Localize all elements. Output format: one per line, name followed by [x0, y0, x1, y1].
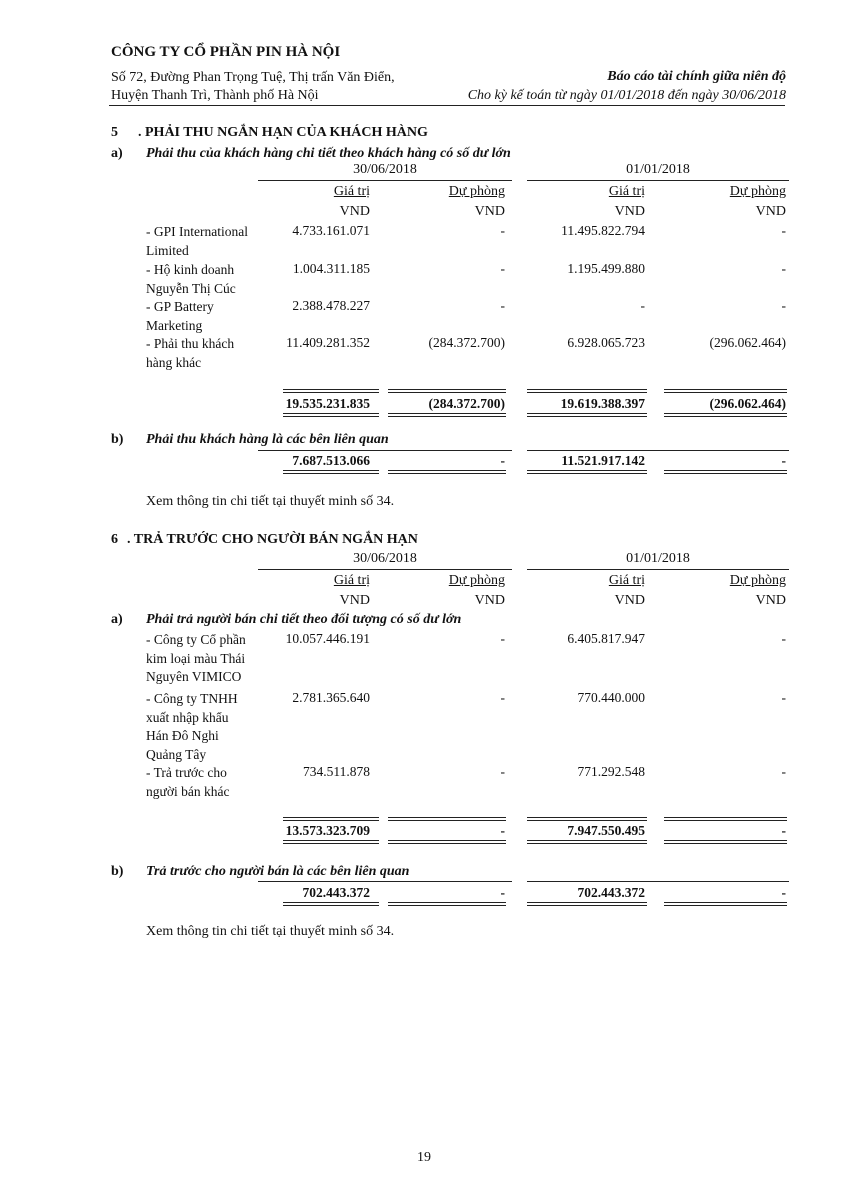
s6-unit4: VND — [755, 593, 786, 608]
s6-row2-p1: - — [500, 690, 505, 705]
s6-b-v1: 702.443.372 — [302, 885, 370, 900]
section5-b-label: b) — [111, 432, 124, 447]
s5-date1: 30/06/2018 — [353, 162, 417, 177]
s5-row3-v1: 2.388.478.227 — [292, 298, 370, 313]
s6-total-v2: 7.947.550.495 — [567, 823, 645, 838]
s6-row1-v1: 10.057.446.191 — [285, 631, 370, 646]
header-rule — [109, 105, 785, 106]
s5-b-p2: - — [781, 453, 786, 468]
s5-total-p1: (284.372.700) — [428, 396, 505, 411]
s5-row2-name: - Hộ kinh doanh Nguyễn Thị Cúc — [146, 262, 236, 296]
s6-row3-v1: 734.511.878 — [303, 764, 370, 779]
s6-row2-p2: - — [781, 690, 786, 705]
s6-row3-p1: - — [500, 764, 505, 779]
page-number: 19 — [417, 1150, 431, 1165]
s5b-top-rule-1 — [258, 450, 512, 451]
s6-total-p1: - — [500, 823, 505, 838]
s5-total-bottom-rule-1 — [283, 413, 379, 417]
section5-number: 5 — [111, 125, 118, 140]
s5-unit4: VND — [755, 204, 786, 219]
s5-row1-v1: 4.733.161.071 — [292, 223, 370, 238]
s5-date2: 01/01/2018 — [626, 162, 690, 177]
section5-b-title: Phải thu khách hàng là các bên liên quan — [146, 432, 389, 447]
section5-note: Xem thông tin chi tiết tại thuyết minh số 34. — [146, 494, 395, 509]
s5-total-v2: 19.619.388.397 — [560, 396, 645, 411]
section6-b-title: Trả trước cho người bán là các bên liên quan — [146, 864, 410, 879]
s5-total-p2: (296.062.464) — [709, 396, 786, 411]
s6-total-top-rule-4 — [664, 817, 787, 821]
s5-total-bottom-rule-4 — [664, 413, 787, 417]
s6-row1-p1: - — [500, 631, 505, 646]
s5-unit2: VND — [474, 204, 505, 219]
s5b-bottom-rule-3 — [527, 470, 647, 474]
s6b-bottom-rule-4 — [664, 902, 787, 906]
s5-row4-v1: 11.409.281.352 — [286, 335, 370, 350]
s6-row3-v2: 771.292.548 — [577, 764, 645, 779]
s5-row2-v2: 1.195.499.880 — [567, 261, 645, 276]
s5-row1-p2: - — [781, 223, 786, 238]
s6-total-bottom-rule-4 — [664, 840, 787, 844]
s5-row2-p1: - — [500, 261, 505, 276]
section6-title: . TRẢ TRƯỚC CHO NGƯỜI BÁN NGẮN HẠN — [127, 532, 418, 547]
s5-total-top-rule-4 — [664, 389, 787, 393]
s6-rule-date2 — [527, 569, 789, 570]
s5-total-bottom-rule-3 — [527, 413, 647, 417]
section5-a-label: a) — [111, 146, 123, 161]
s6-row3-name: - Trả trước cho người bán khác — [146, 765, 230, 799]
section5-a-title: Phải thu của khách hàng chi tiết theo khách hàng có số dư lớn — [146, 146, 511, 161]
s5-unit1: VND — [339, 204, 370, 219]
s5b-top-rule-2 — [527, 450, 789, 451]
s6b-bottom-rule-3 — [527, 902, 647, 906]
s5-b-p1: - — [500, 453, 505, 468]
s6-row1-v2: 6.405.817.947 — [567, 631, 645, 646]
section6-number: 6 — [111, 532, 118, 547]
s5-col-value2: Giá trị — [608, 184, 645, 199]
s5-total-top-rule-2 — [388, 389, 506, 393]
s6-unit1: VND — [339, 593, 370, 608]
s5-row1-v2: 11.495.822.794 — [561, 223, 645, 238]
s6-b-v2: 702.443.372 — [577, 885, 645, 900]
s6-row1-name: - Công ty Cổ phần kim loại màu Thái Nguyên VIMICO — [146, 632, 246, 684]
s5-row4-p1: (284.372.700) — [428, 335, 505, 350]
s6-b-p2: - — [781, 885, 786, 900]
report-period: Cho kỳ kế toán từ ngày 01/01/2018 đến ngày 30/06/2018 — [467, 88, 786, 103]
s6-total-v1: 13.573.323.709 — [285, 823, 370, 838]
s6-unit3: VND — [614, 593, 645, 608]
company-name: CÔNG TY CỔ PHẦN PIN HÀ NỘI — [111, 44, 341, 60]
s6-b-p1: - — [500, 885, 505, 900]
s5b-bottom-rule-4 — [664, 470, 787, 474]
section6-note: Xem thông tin chi tiết tại thuyết minh số 34. — [146, 924, 395, 939]
section6-a-title: Phải trả người bán chi tiết theo đối tượng có số dư lớn — [146, 612, 462, 627]
s6-col-prov2: Dự phòng — [729, 573, 786, 588]
s5-row4-v2: 6.928.065.723 — [567, 335, 645, 350]
s6-unit2: VND — [474, 593, 505, 608]
s5-row3-name: - GP Battery Marketing — [146, 299, 214, 333]
s5-row2-p2: - — [781, 261, 786, 276]
s5-col-prov1: Dự phòng — [448, 184, 505, 199]
s5-row3-v2: - — [640, 298, 645, 313]
s6-total-bottom-rule-3 — [527, 840, 647, 844]
s6-row1-p2: - — [781, 631, 786, 646]
s5-rule-date1 — [258, 180, 512, 181]
s5b-bottom-rule-2 — [388, 470, 506, 474]
s5-rule-date2 — [527, 180, 789, 181]
s6b-top-rule-2 — [527, 881, 789, 882]
s6-total-bottom-rule-2 — [388, 840, 506, 844]
company-address-line1: Số 72, Đường Phan Trọng Tuệ, Thị trấn Văn Điển, — [111, 70, 395, 85]
s6-rule-date1 — [258, 569, 512, 570]
s6-row2-name: - Công ty TNHH xuất nhập khẩu Hán Đô Nghi Quảng Tây — [146, 691, 238, 762]
s5-row3-p1: - — [500, 298, 505, 313]
s6b-bottom-rule-1 — [283, 902, 379, 906]
s5-row3-p2: - — [781, 298, 786, 313]
s5-row4-name: - Phải thu khách hàng khác — [146, 336, 235, 370]
section6-a-label: a) — [111, 612, 123, 627]
s5-row1-p1: - — [500, 223, 505, 238]
s6b-bottom-rule-2 — [388, 902, 506, 906]
s5-total-top-rule-3 — [527, 389, 647, 393]
s5-row4-p2: (296.062.464) — [709, 335, 786, 350]
s6-total-top-rule-2 — [388, 817, 506, 821]
s6-row3-p2: - — [781, 764, 786, 779]
s5-b-v1: 7.687.513.066 — [292, 453, 370, 468]
s6b-top-rule-1 — [258, 881, 512, 882]
s5-col-prov2: Dự phòng — [729, 184, 786, 199]
s6-col-prov1: Dự phòng — [448, 573, 505, 588]
section5-title: . PHẢI THU NGẮN HẠN CỦA KHÁCH HÀNG — [138, 125, 428, 140]
s5-total-bottom-rule-2 — [388, 413, 506, 417]
s6-total-top-rule-3 — [527, 817, 647, 821]
s6-row2-v1: 2.781.365.640 — [292, 690, 370, 705]
s6-total-p2: - — [781, 823, 786, 838]
s5-total-top-rule-1 — [283, 389, 379, 393]
s6-date1: 30/06/2018 — [353, 551, 417, 566]
s5-col-value1: Giá trị — [333, 184, 370, 199]
s5-unit3: VND — [614, 204, 645, 219]
s6-date2: 01/01/2018 — [626, 551, 690, 566]
s5-total-v1: 19.535.231.835 — [285, 396, 370, 411]
s6-total-top-rule-1 — [283, 817, 379, 821]
s5-row1-name: - GPI International Limited — [146, 224, 248, 258]
s5-row2-v1: 1.004.311.185 — [292, 261, 370, 276]
s6-row2-v2: 770.440.000 — [577, 690, 645, 705]
s5b-bottom-rule-1 — [283, 470, 379, 474]
report-title: Báo cáo tài chính giữa niên độ — [607, 69, 786, 84]
s6-total-bottom-rule-1 — [283, 840, 379, 844]
s6-col-value2: Giá trị — [608, 573, 645, 588]
section6-b-label: b) — [111, 864, 124, 879]
s5-b-v2: 11.521.917.142 — [561, 453, 645, 468]
s6-col-value1: Giá trị — [333, 573, 370, 588]
company-address-line2: Huyện Thanh Trì, Thành phố Hà Nội — [111, 88, 319, 103]
